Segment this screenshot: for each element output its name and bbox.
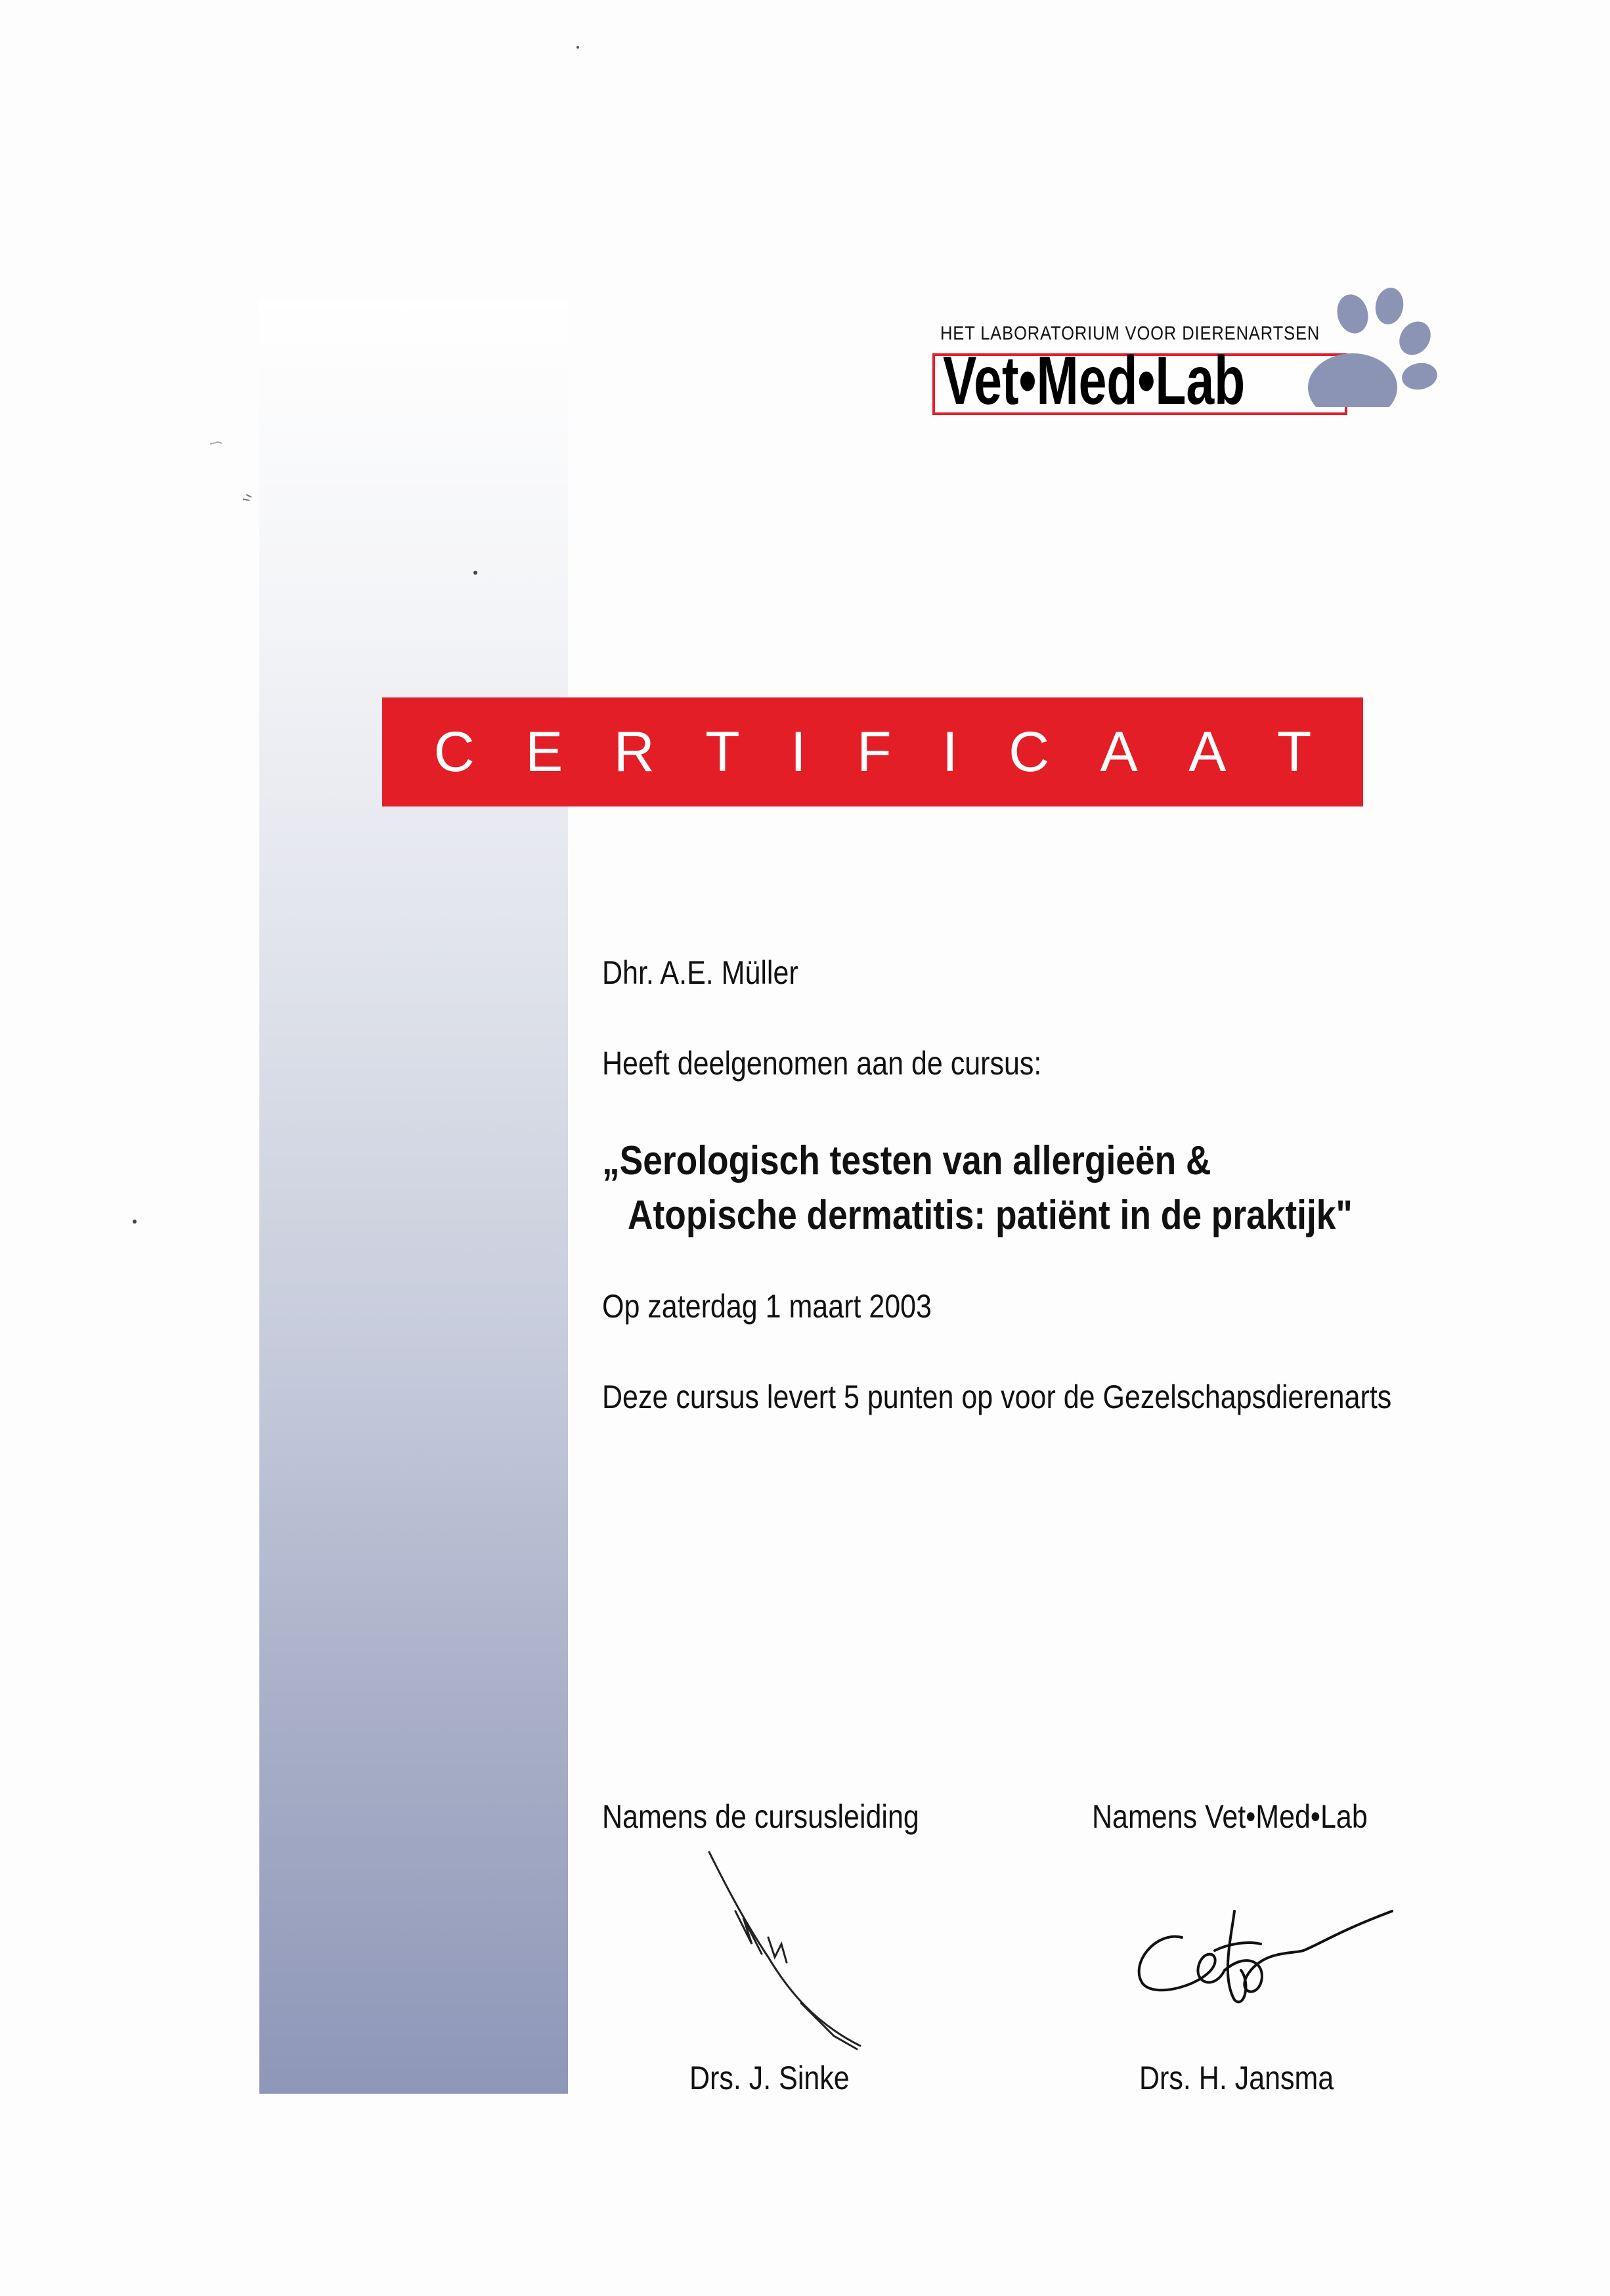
banner-letter: A	[1100, 720, 1138, 784]
banner-letter: F	[857, 720, 892, 784]
right-signature-heading: Namens Vet•Med•Lab	[1092, 1798, 1368, 1835]
banner-letter: T	[705, 720, 740, 784]
course-date: Op zaterdag 1 maart 2003	[602, 1288, 932, 1325]
certificate-banner	[382, 697, 1363, 806]
signature-jansma	[1116, 1852, 1399, 2023]
banner-letter: C	[433, 720, 475, 784]
paw-print-icon	[1307, 276, 1438, 407]
left-signatory-name: Drs. J. Sinke	[689, 2060, 850, 2096]
course-title-line-1: „Serologisch testen van allergieën &	[602, 1138, 1211, 1183]
logo-wordmark: Vet•Med•Lab	[943, 343, 1246, 419]
banner-letter: E	[525, 720, 563, 784]
logo-tagline: HET LABORATORIUM VOOR DIERENARTSEN	[940, 323, 1320, 344]
points-line: Deze cursus levert 5 punten op voor de Gezelschapsdierenarts	[602, 1379, 1392, 1415]
banner-letter: R	[613, 720, 655, 784]
participation-line: Heeft deelgenomen aan de cursus:	[602, 1045, 1042, 1082]
banner-letter: C	[1009, 720, 1050, 784]
banner-letter: I	[942, 720, 958, 784]
vetmedlab-logo	[932, 276, 1431, 453]
banner-letter: I	[790, 720, 806, 784]
recipient-name: Dhr. A.E. Müller	[602, 954, 798, 991]
left-signature-heading: Namens de cursusleiding	[602, 1798, 919, 1835]
banner-letter: T	[1276, 720, 1312, 784]
right-signatory-name: Drs. H. Jansma	[1139, 2060, 1334, 2096]
banner-letter: A	[1188, 720, 1227, 784]
course-title-line-2: Atopische dermatitis: patiënt in de praktijk"	[628, 1193, 1353, 1238]
signature-sinke	[670, 1839, 886, 2056]
